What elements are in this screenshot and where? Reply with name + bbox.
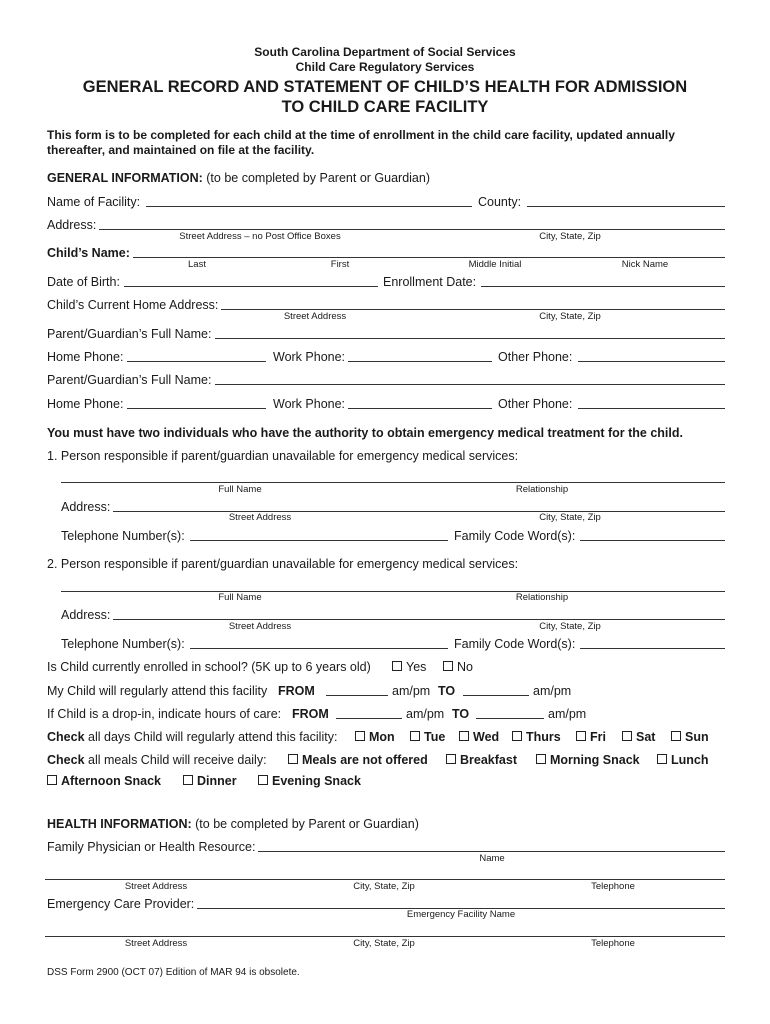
day-thurs-checkbox[interactable] <box>512 730 561 744</box>
dob-label: Date of Birth: <box>47 275 120 289</box>
guardian1-other-phone-field[interactable] <box>578 361 725 362</box>
meal-label: Afternoon Snack <box>61 774 162 788</box>
health-info-note: (to be completed by Parent or Guardian) <box>195 817 419 831</box>
person2-code-label: Family Code Word(s): <box>454 637 576 651</box>
person1-code-field[interactable] <box>580 540 725 541</box>
health-info-heading <box>47 817 419 831</box>
dropin-to-field[interactable] <box>476 718 544 719</box>
person1-relationship-caption: Relationship <box>515 484 569 495</box>
regular-from-label: FROM <box>278 684 315 698</box>
regular-to-label: TO <box>438 684 456 698</box>
emergency-intro: You must have two individuals who have the authority to obtain emergency medical treatment for the child. <box>47 426 683 440</box>
school-yes-option[interactable] <box>392 660 426 674</box>
meal-not-offered-checkbox[interactable] <box>288 753 428 767</box>
meal-afternoon-snack-checkbox[interactable] <box>47 774 161 788</box>
checkbox-icon <box>47 775 57 785</box>
meals-check-word: Check <box>47 753 85 767</box>
physician-phone-caption: Telephone <box>591 881 635 892</box>
general-info-note: (to be completed by Parent or Guardian) <box>206 171 430 185</box>
day-label: Tue <box>424 730 446 744</box>
regular-from-field[interactable] <box>326 695 388 696</box>
physician-label: Family Physician or Health Resource: <box>47 840 256 854</box>
child-name-label: Child’s Name: <box>47 246 130 260</box>
person2-code-field[interactable] <box>580 648 725 649</box>
day-mon-checkbox[interactable] <box>355 730 395 744</box>
form-footer: DSS Form 2900 (OCT 07) Edition of MAR 94 is obsolete. <box>47 967 300 978</box>
day-label: Sun <box>685 730 709 744</box>
physician-name-field[interactable] <box>258 851 725 852</box>
guardian2-work-phone-field[interactable] <box>348 408 492 409</box>
guardian2-home-phone-field[interactable] <box>127 408 266 409</box>
intro-line2: thereafter, and maintained on file at the facility. <box>47 143 315 157</box>
dropin-from-field[interactable] <box>336 718 402 719</box>
person1-phone-field[interactable] <box>190 540 448 541</box>
school-yes-label: Yes <box>406 660 427 674</box>
facility-address-field[interactable] <box>99 229 725 230</box>
person2-name-caption: Full Name <box>218 592 262 603</box>
home-address-label: Child’s Current Home Address: <box>47 298 219 312</box>
form-title-line1: GENERAL RECORD AND STATEMENT OF CHILD’S HEALTH FOR ADMISSION <box>82 78 688 96</box>
person1-code-label: Family Code Word(s): <box>454 529 576 543</box>
child-name-field[interactable] <box>133 257 725 258</box>
meal-label: Breakfast <box>460 753 517 767</box>
checkbox-icon <box>410 731 420 741</box>
person1-name-field[interactable] <box>61 482 725 483</box>
person1-address-field[interactable] <box>113 511 725 512</box>
physician-name-caption: Name <box>479 853 505 864</box>
meal-label: Morning Snack <box>550 753 640 767</box>
home-city-caption: City, State, Zip <box>539 311 601 322</box>
meal-label: Evening Snack <box>272 774 361 788</box>
checkbox-icon <box>536 754 546 764</box>
checkbox-icon <box>355 731 365 741</box>
person2-street-caption: Street Address <box>228 621 292 632</box>
guardian1-other-phone-label: Other Phone: <box>498 350 573 364</box>
checkbox-icon <box>183 775 193 785</box>
meals-question <box>47 753 267 767</box>
guardian1-work-phone-field[interactable] <box>348 361 492 362</box>
guardian1-work-phone-label: Work Phone: <box>273 350 346 364</box>
emergency-facility-caption: Emergency Facility Name <box>406 909 516 920</box>
checkbox-icon <box>288 754 298 764</box>
day-label: Wed <box>473 730 500 744</box>
home-address-field[interactable] <box>221 309 725 310</box>
person2-address-field[interactable] <box>113 619 725 620</box>
emergency-phone-caption: Telephone <box>591 938 635 949</box>
guardian1-field[interactable] <box>215 338 725 339</box>
guardian2-other-phone-field[interactable] <box>578 408 725 409</box>
person1-city-caption: City, State, Zip <box>539 512 601 523</box>
child-last-caption: Last <box>188 259 206 270</box>
day-label: Mon <box>369 730 395 744</box>
facility-address-label: Address: <box>47 218 97 232</box>
agency-name: South Carolina Department of Social Services <box>254 45 516 59</box>
form-title-line2: TO CHILD CARE FACILITY <box>281 98 489 116</box>
meal-evening-snack-checkbox[interactable] <box>258 774 361 788</box>
child-nick-caption: Nick Name <box>621 259 669 270</box>
health-info-title: HEALTH INFORMATION: <box>47 817 192 831</box>
regular-to-ampm: am/pm <box>533 684 572 698</box>
dropin-to-ampm: am/pm <box>548 707 587 721</box>
facility-field[interactable] <box>146 206 472 207</box>
physician-address-field[interactable] <box>45 879 725 880</box>
guardian2-work-phone-label: Work Phone: <box>273 397 346 411</box>
general-info-heading <box>47 171 430 185</box>
day-label: Fri <box>590 730 606 744</box>
emergency-city-caption: City, State, Zip <box>353 938 415 949</box>
regular-from-ampm: am/pm <box>392 684 431 698</box>
guardian1-label: Parent/Guardian’s Full Name: <box>47 327 212 341</box>
meal-morning-snack-checkbox[interactable] <box>536 753 640 767</box>
checkbox-icon <box>392 661 402 671</box>
dropin-label: If Child is a drop-in, indicate hours of care: <box>47 707 282 721</box>
dropin-from-label: FROM <box>292 707 329 721</box>
emergency-provider-address-field[interactable] <box>45 936 725 937</box>
meal-label: Dinner <box>197 774 237 788</box>
physician-street-caption: Street Address <box>124 881 188 892</box>
person1-name-caption: Full Name <box>218 484 262 495</box>
meal-label: Meals are not offered <box>302 753 428 767</box>
home-street-caption: Street Address <box>283 311 347 322</box>
day-sun-checkbox[interactable] <box>671 730 709 744</box>
person1-street-caption: Street Address <box>228 512 292 523</box>
meal-breakfast-checkbox[interactable] <box>446 753 517 767</box>
checkbox-icon <box>446 754 456 764</box>
enrollment-date-label: Enrollment Date: <box>383 275 477 289</box>
checkbox-icon <box>512 731 522 741</box>
guardian2-other-phone-label: Other Phone: <box>498 397 573 411</box>
guardian2-home-phone-label: Home Phone: <box>47 397 124 411</box>
day-wed-checkbox[interactable] <box>459 730 499 744</box>
checkbox-icon <box>657 754 667 764</box>
meal-lunch-checkbox[interactable] <box>657 753 709 767</box>
day-label: Sat <box>636 730 656 744</box>
division-name: Child Care Regulatory Services <box>295 60 475 74</box>
meal-dinner-checkbox[interactable] <box>183 774 237 788</box>
day-fri-checkbox[interactable] <box>576 730 606 744</box>
checkbox-icon <box>459 731 469 741</box>
facility-label: Name of Facility: <box>47 195 141 209</box>
person1-address-label: Address: <box>61 500 111 514</box>
person2-phone-field[interactable] <box>190 648 448 649</box>
person2-label: 2. Person responsible if parent/guardian unavailable for emergency medical services: <box>47 557 519 571</box>
day-sat-checkbox[interactable] <box>622 730 655 744</box>
enrollment-date-field[interactable] <box>481 286 725 287</box>
guardian1-home-phone-field[interactable] <box>127 361 266 362</box>
school-question: Is Child currently enrolled in school? (5K up to 6 years old) <box>47 660 371 674</box>
county-field[interactable] <box>527 206 725 207</box>
emergency-provider-label: Emergency Care Provider: <box>47 897 195 911</box>
physician-city-caption: City, State, Zip <box>353 881 415 892</box>
emergency-street-caption: Street Address <box>124 938 188 949</box>
days-question-text: all days Child will regularly attend this facility: <box>88 730 338 744</box>
school-no-label: No <box>457 660 473 674</box>
dropin-from-ampm: am/pm <box>406 707 445 721</box>
person1-phone-label: Telephone Number(s): <box>61 529 185 543</box>
meal-label: Lunch <box>671 753 709 767</box>
address-street-caption: Street Address – no Post Office Boxes <box>179 231 341 242</box>
person1-label: 1. Person responsible if parent/guardian unavailable for emergency medical services: <box>47 449 519 463</box>
person2-address-label: Address: <box>61 608 111 622</box>
days-question <box>47 730 337 744</box>
checkbox-icon <box>622 731 632 741</box>
checkbox-icon <box>576 731 586 741</box>
person2-phone-label: Telephone Number(s): <box>61 637 185 651</box>
person2-relationship-caption: Relationship <box>515 592 569 603</box>
days-check-word: Check <box>47 730 85 744</box>
guardian2-label: Parent/Guardian’s Full Name: <box>47 373 212 387</box>
day-label: Thurs <box>526 730 561 744</box>
meals-question-text: all meals Child will receive daily: <box>88 753 267 767</box>
checkbox-icon <box>443 661 453 671</box>
checkbox-icon <box>258 775 268 785</box>
address-city-caption: City, State, Zip <box>539 231 601 242</box>
guardian1-home-phone-label: Home Phone: <box>47 350 124 364</box>
school-no-option[interactable] <box>443 660 473 674</box>
checkbox-icon <box>671 731 681 741</box>
child-first-caption: First <box>330 259 350 270</box>
regular-to-field[interactable] <box>463 695 529 696</box>
person2-name-field[interactable] <box>61 591 725 592</box>
regular-attend-label: My Child will regularly attend this facility <box>47 684 268 698</box>
day-tue-checkbox[interactable] <box>410 730 445 744</box>
county-label: County: <box>478 195 522 209</box>
general-info-title: GENERAL INFORMATION: <box>47 171 203 185</box>
dropin-to-label: TO <box>452 707 470 721</box>
guardian2-field[interactable] <box>215 384 725 385</box>
dob-field[interactable] <box>124 286 378 287</box>
child-middle-caption: Middle Initial <box>468 259 522 270</box>
person2-city-caption: City, State, Zip <box>539 621 601 632</box>
intro-line1: This form is to be completed for each child at the time of enrollment in the child care facility, updated annually <box>47 128 675 142</box>
